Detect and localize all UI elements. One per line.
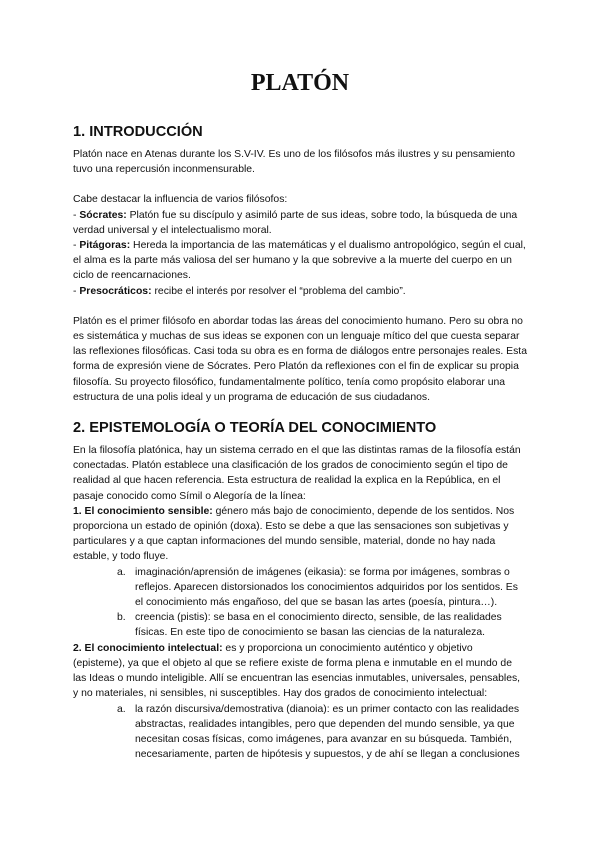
- sensible-knowledge-text: género más bajo de conocimiento, depende de los sentidos. Nos proporciona un estado de opinión (doxa). Esto se debe a que las sensaciones son subjetivas y particulares y a que captan informaciones del mundo sensible, material, donde no hay nada estable, y todo fluye.: [73, 505, 515, 563]
- influence-text: Platón fue su discípulo y asimiló parte de sus ideas, sobre todo, la búsqueda de una verdad universal y el intelectualismo moral.: [73, 209, 518, 236]
- list-item: [73, 565, 527, 611]
- influence-prefix: -: [73, 209, 80, 221]
- influence-prefix: -: [73, 285, 80, 297]
- section-heading-epistemologia: 2. EPISTEMOLOGÍA O TEORÍA DEL CONOCIMIENTO: [73, 420, 437, 437]
- list-item: [73, 610, 527, 640]
- section-heading-introduccion: 1. INTRODUCCIÓN: [73, 124, 203, 140]
- influence-text: recibe el interés por resolver el “problema del cambio”.: [151, 285, 406, 297]
- list-marker: b.: [117, 612, 126, 624]
- influence-item-socrates: [73, 208, 527, 238]
- list-item-text: creencia (pistis): se basa en el conocimiento directo, sensible, de las realidades físicas. En este tipo de conocimiento se basan las ciencias de la naturaleza.: [135, 612, 502, 639]
- intro-paragraph: Platón nace en Atenas durante los S.V-IV. Es uno de los filósofos más ilustres y su pensamiento tuvo una repercusión inconmensurable.: [73, 149, 516, 176]
- list-item-text: la razón discursiva/demostrativa (dianoia): es un primer contacto con las realidades abstractas, realidades intangibles, pero que dependen del mundo sensible, ya que necesitan cosas físicas, como imágenes, para avanzar en su búsqueda. También, necesariamente, parten de hipótesis y supuestos, y de ahí se llegan a conclusiones: [135, 703, 520, 761]
- list-item: [73, 702, 527, 763]
- influence-intro: Cabe destacar la influencia de varios filósofos:: [73, 194, 288, 206]
- influence-name: Presocráticos:: [79, 285, 152, 297]
- list-item-text: imaginación/aprensión de imágenes (eikasia): se forma por imágenes, sombras o reflejos. Aparecen distorsionados los conocimientos adquiridos por los sentidos. Es el conocimiento más engañoso, del que se basan las artes (poesía, pintura…).: [135, 566, 518, 609]
- intellectual-knowledge-label: 2. El conocimiento intelectual:: [73, 642, 223, 654]
- influence-item-presocraticos: [73, 284, 527, 299]
- sensible-knowledge-paragraph: [73, 504, 527, 565]
- document-body: [73, 123, 527, 762]
- list-marker: a.: [117, 703, 126, 715]
- influence-text: Hereda la importancia de las matemáticas y el dualismo antropológico, según el cual, el alma es la parte más valiosa del ser humano y la que sobrevive a la muerte del cuerpo en un ciclo de reencarnaciones.: [73, 240, 526, 282]
- document-title: PLATÓN: [250, 70, 350, 96]
- intellectual-knowledge-paragraph: [73, 641, 527, 702]
- influence-name: Pitágoras:: [79, 240, 131, 252]
- intellectual-knowledge-text: es y proporciona un conocimiento auténtico y objetivo (episteme), ya que el objeto al que se refiere existe de forma plena e inmutable en el mundo de las Ideas o mundo inteligible. Allí se encuentran las esencias inmutables, universales, pensables, y no materiales, ni sensibles, ni susceptibles. Hay dos grados de conocimiento intelectual:: [73, 642, 521, 700]
- sensible-knowledge-label: 1. El conocimiento sensible:: [73, 505, 213, 517]
- epistemology-intro: En la filosofía platónica, hay un sistema cerrado en el que las distintas ramas de la filosofía están conectadas. Platón establece una clasificación de los grados de conocimiento según el tipo de realidad al que hacen referencia. Esta estructura de realidad la explica en la República, en el pasaje conocido como Símil o Alegoría de la línea:: [73, 445, 521, 502]
- influence-item-pitagoras: [73, 238, 527, 284]
- influence-name: Sócrates:: [79, 209, 127, 221]
- influence-prefix: -: [73, 240, 80, 252]
- philosophy-overview-paragraph: Platón es el primer filósofo en abordar todas las áreas del conocimiento humano. Pero su obra no es sistemática y muchas de sus ideas se exponen con un lenguaje mítico del que cuesta separar las reflexiones filosóficas. Casi toda su obra es en forma de diálogos entre personajes reales. Esta forma de expresión viene de Sócrates. Pero Platón da reflexiones con el fin de explicar su propia filosofía. Su proyecto filosófico, fundamentalmente político, tenía como propósito elaborar una estructura de una polis ideal y un programa de educación de sus ciudadanos.: [73, 315, 527, 403]
- list-marker: a.: [117, 566, 126, 578]
